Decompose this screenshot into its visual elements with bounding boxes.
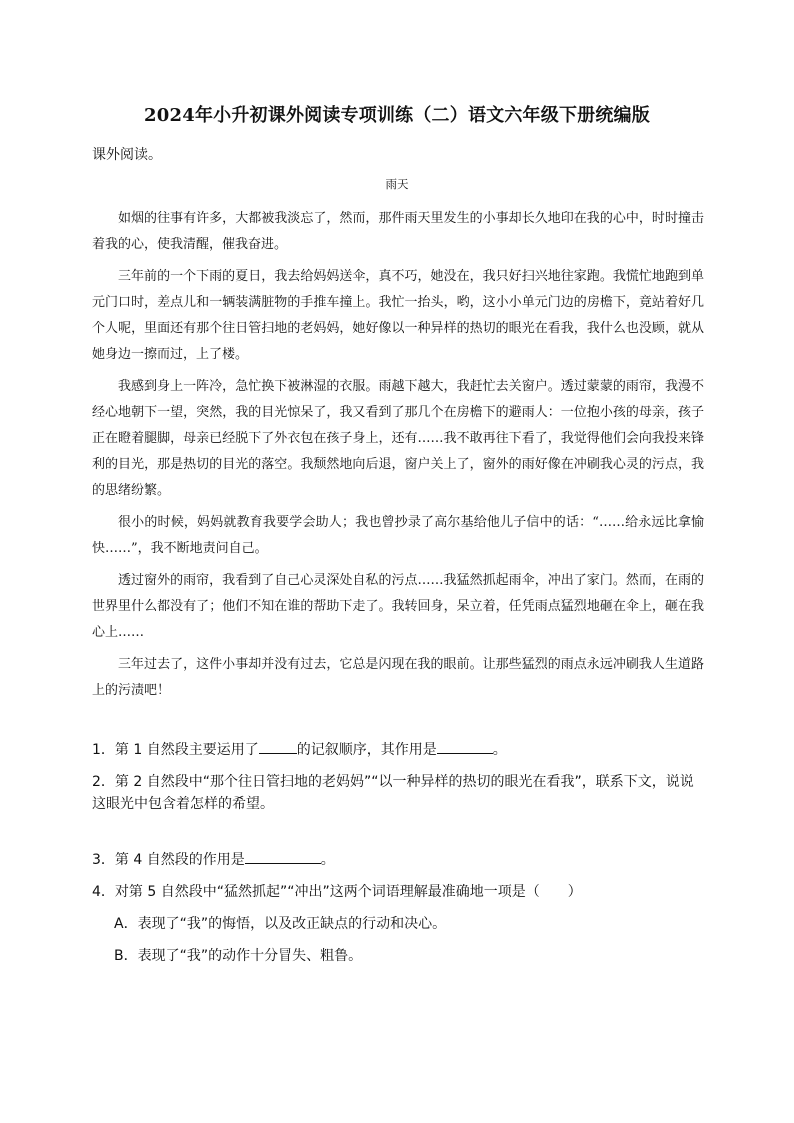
story-body [92, 206, 704, 710]
question-2: 2．第 2 自然段中“那个往日管扫地的老妈妈”“以一种异样的热切的眼光在看我”，联系下文，说说这眼光中包含着怎样的希望。 [92, 774, 694, 812]
option-b[interactable]: B．表现了“我”的动作十分冒失、粗鲁。 [114, 948, 363, 964]
question-1 [92, 739, 706, 761]
question-list [92, 739, 706, 977]
question-1-text-a: 1．第 1 自然段主要运用了 [92, 742, 259, 758]
story-paragraph: 三年前的一个下雨的夏日，我去给妈妈送伞，真不巧，她没在，我只好扫兴地往家跑。我慌忙地跑到单元门口时，差点儿和一辆装满脏物的手推车撞上。我忙一抬头，哟，这小小单元门边的房檐下，竟站着好几个人呢，里面还有那个往日管扫地的老妈妈，她好像以一种异样的热切的眼光在看我，我什么也没顾，就从她身边一擦而过，上了楼。 [92, 269, 704, 362]
option-a[interactable]: A．表现了“我”的悔悟，以及改正缺点的行动和决心。 [114, 916, 447, 932]
story-title: 雨天 [385, 177, 409, 191]
answer-blank[interactable] [259, 739, 297, 754]
story-paragraph: 透过窗外的雨帘，我看到了自己心灵深处自私的污点……我猛然抓起雨伞，冲出了家门。然而，在雨的世界里什么都没有了；他们不知在谁的帮助下走了。我转回身，呆立着，任凭雨点猛烈地砸在伞上，砸在我心上…… [92, 573, 704, 640]
question-1-text-c: 。 [492, 742, 507, 758]
story-paragraph: 如烟的往事有许多，大都被我淡忘了，然而，那件雨天里发生的小事却长久地印在我的心中，时时撞击着我的心，使我清醒，催我奋进。 [92, 211, 704, 252]
story-paragraph: 很小的时候，妈妈就教育我要学会助人；我也曾抄录了高尔基给他儿子信中的话：“……给永远比拿愉快……”，我不断地责问自己。 [92, 515, 704, 556]
story-paragraph: 我感到身上一阵冷，急忙换下被淋湿的衣服。雨越下越大，我赶忙去关窗户。透过蒙蒙的雨帘，我漫不经心地朝下一望，突然，我的目光惊呆了，我又看到了那几个在房檐下的避雨人：一位抱小孩的母亲，孩子正在瞪着腿脚，母亲已经脱下了外衣包在孩子身上，还有……我不敢再往下看了，我觉得他们会向我投来锋利的目光，那是热切的目光的落空。我颓然地向后退，窗户关上了，窗外的雨好像在冲刷我心灵的污点，我的思绪纷繁。 [92, 379, 704, 498]
question-3-text-b: 。 [320, 852, 335, 868]
answer-blank[interactable] [245, 849, 321, 864]
section-intro: 课外阅读。 [92, 147, 162, 163]
question-1-text-b: 的记叙顺序，其作用是 [296, 742, 437, 758]
answer-blank[interactable] [437, 739, 493, 754]
question-3 [92, 849, 706, 871]
question-4: 4．对第 5 自然段中“猛然抓起”“冲出”这两个词语理解最准确地一项是（ ） [92, 884, 582, 900]
story-paragraph: 三年过去了，这件小事却并没有过去，它总是闪现在我的眼前。让那些猛烈的雨点永远冲刷我人生道路上的污渍吧！ [92, 657, 704, 698]
page-title: 2024年小升初课外阅读专项训练（二）语文六年级下册统编版 [144, 105, 650, 126]
question-3-text-a: 3．第 4 自然段的作用是 [92, 852, 245, 868]
